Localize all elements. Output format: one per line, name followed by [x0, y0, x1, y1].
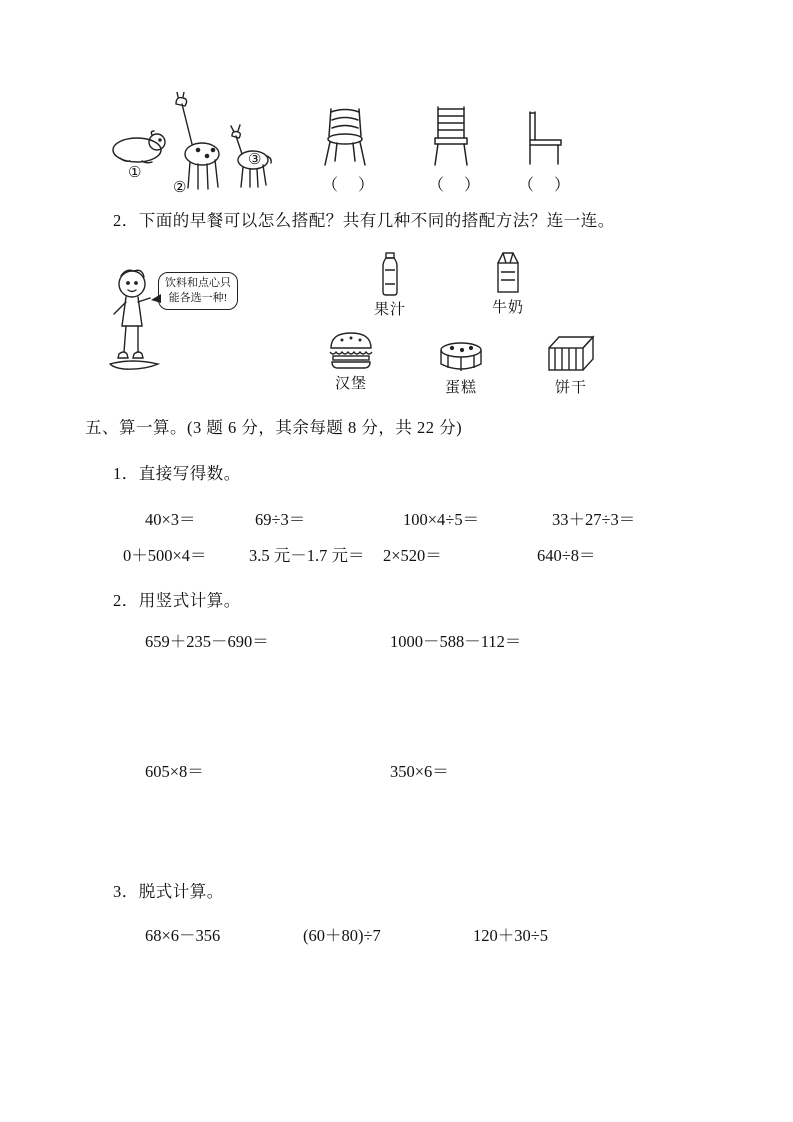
animal-label-1: ①: [128, 165, 142, 181]
food-label-biscuit: 饼干: [554, 380, 587, 396]
hamburger-icon: [327, 330, 375, 370]
animal-label-2: ②: [173, 180, 187, 196]
chair-back-icon: [426, 104, 476, 168]
expression: 40×3＝: [145, 510, 196, 529]
answer-blank: （ ）: [518, 177, 573, 194]
expression: 1000－588－112＝: [390, 632, 522, 651]
expression: 100×4÷5＝: [403, 510, 480, 529]
food-label-juice: 果汁: [373, 302, 406, 318]
answer-blank: （ ）: [322, 177, 377, 194]
food-label-milk: 牛奶: [491, 300, 524, 316]
food-label-cake: 蛋糕: [444, 380, 477, 396]
animal-label-3: ③: [248, 152, 262, 168]
food-label-burger: 汉堡: [334, 376, 367, 392]
expression: 640÷8＝: [537, 546, 596, 565]
section5-q1-label: 1．直接写得数。: [113, 464, 241, 483]
expression: 350×6＝: [390, 762, 449, 781]
section5-title: 五、算一算。(3 题 6 分，其余每题 8 分，共 22 分): [85, 418, 463, 437]
food-biscuit: [540, 332, 602, 397]
question2-text: 2．下面的早餐可以怎么搭配？共有几种不同的搭配方法？连一连。: [113, 211, 615, 230]
chair-front-icon: [318, 106, 372, 168]
food-juice: [362, 252, 418, 319]
section5-q3-label: 3．脱式计算。: [113, 882, 224, 901]
expression: 605×8＝: [145, 762, 204, 781]
section5-q2-label: 2．用竖式计算。: [113, 591, 241, 610]
expression: 69÷3＝: [255, 510, 306, 529]
expression: 0＋500×4＝: [123, 546, 207, 565]
expression: 33＋27÷3＝: [552, 510, 636, 529]
expression: 3.5 元－1.7 元＝: [249, 546, 365, 565]
expression: (60＋80)÷7: [303, 926, 381, 945]
expression: 659＋235－690＝: [145, 632, 269, 651]
food-cake: [430, 340, 492, 397]
speech-bubble-line2: 能各选一种!: [168, 291, 228, 304]
milk-carton-icon: [490, 250, 526, 294]
juice-bottle-icon: [379, 252, 401, 296]
expression: 120＋30÷5: [473, 926, 549, 945]
speech-bubble-line1: 饮料和点心只: [165, 277, 231, 289]
answer-blank: （ ）: [428, 177, 483, 194]
food-burger: [320, 330, 382, 393]
biscuit-icon: [545, 332, 597, 374]
chair-side-icon: [516, 110, 568, 168]
speech-bubble: [158, 272, 238, 310]
cake-icon: [438, 340, 484, 374]
expression: 2×520＝: [383, 546, 442, 565]
expression: 68×6－356: [145, 926, 221, 945]
food-milk: [478, 250, 538, 317]
